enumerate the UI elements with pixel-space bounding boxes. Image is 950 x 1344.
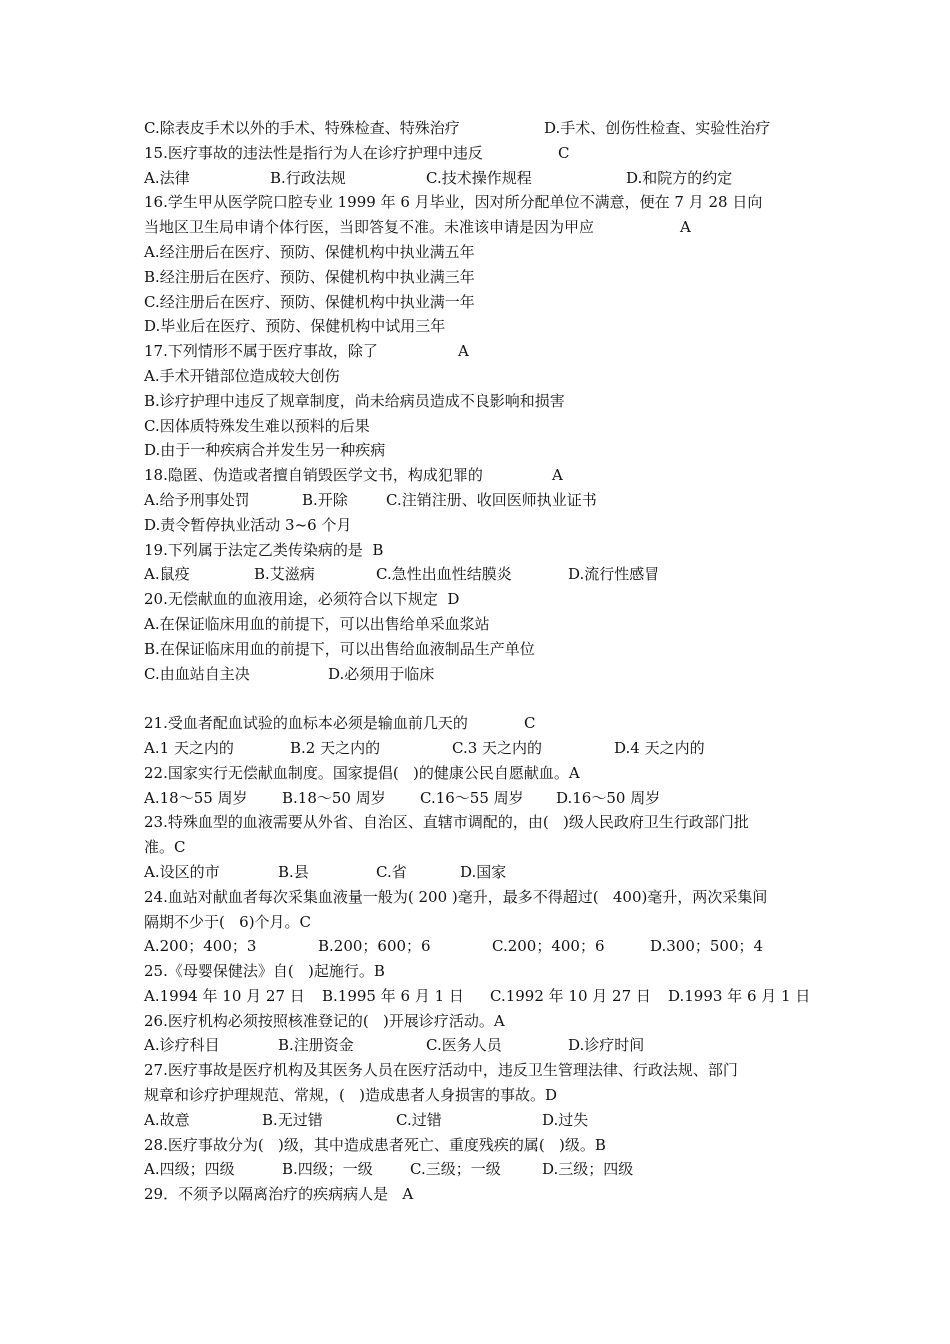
text-segment: D.300；500；4 — [650, 937, 764, 956]
text-segment: C.因体质特殊发生难以预料的后果 — [144, 416, 370, 435]
text-line — [144, 587, 814, 612]
text-line — [144, 786, 814, 811]
text-segment: B.注册资金 — [278, 1036, 354, 1055]
text-segment: 19.下列属于法定乙类传染病的是 B — [144, 540, 384, 559]
text-line — [144, 116, 814, 141]
text-line — [144, 662, 814, 687]
text-segment: A.1994 年 10 月 27 日 — [144, 986, 305, 1005]
text-segment: D.1993 年 6 月 1 日 — [668, 986, 811, 1005]
text-segment: C.1992 年 10 月 27 日 — [490, 986, 651, 1005]
text-line — [144, 513, 814, 538]
text-line — [144, 612, 814, 637]
text-segment: A — [552, 466, 563, 485]
text-segment: C.3 天之内的 — [452, 738, 543, 757]
text-segment: C.医务人员 — [426, 1036, 502, 1055]
text-segment: C.三级；一级 — [410, 1160, 501, 1179]
text-line — [144, 835, 814, 860]
text-line — [144, 141, 814, 166]
text-segment: B.诊疗护理中违反了规章制度，尚未给病员造成不良影响和损害 — [144, 391, 565, 410]
text-segment: 27.医疗事故是医疗机构及其医务人员在医疗活动中，违反卫生管理法律、行政法规、部门 — [144, 1061, 738, 1080]
text-segment: C.经注册后在医疗、预防、保健机构中执业满一年 — [144, 292, 475, 311]
text-segment: B.县 — [278, 862, 309, 881]
text-line — [144, 1182, 814, 1207]
text-segment: A.法律 — [144, 168, 190, 187]
text-line — [144, 1108, 814, 1133]
text-segment: 26.医疗机构必须按照核准登记的( )开展诊疗活动。A — [144, 1011, 505, 1030]
text-segment: A.鼠疫 — [144, 565, 190, 584]
text-segment: 23.特殊血型的血液需要从外省、自治区、直辖市调配的，由( )级人民政府卫生行政部门批 — [144, 813, 749, 832]
text-segment: C — [558, 143, 570, 162]
text-segment: D.16～50 周岁 — [556, 788, 661, 807]
text-segment: 准。C — [144, 838, 186, 857]
text-segment: 25.《母婴保健法》自( )起施行。B — [144, 962, 385, 981]
text-segment: B.2 天之内的 — [290, 738, 381, 757]
text-line — [144, 1157, 814, 1182]
text-line — [144, 438, 814, 463]
text-segment: A.200；400；3 — [144, 937, 257, 956]
text-line — [144, 290, 814, 315]
question-text-body — [144, 116, 814, 1207]
text-line — [144, 538, 814, 563]
text-segment: 28.医疗事故分为( )级，其中造成患者死亡、重度残疾的属( )级。B — [144, 1135, 606, 1154]
text-segment: 15.医疗事故的违法性是指行为人在诊疗护理中违反 — [144, 143, 483, 162]
text-segment: D.流行性感冒 — [568, 565, 660, 584]
text-line — [144, 215, 814, 240]
text-segment: D.国家 — [460, 862, 507, 881]
text-line — [144, 240, 814, 265]
text-segment: C.急性出血性结膜炎 — [376, 565, 512, 584]
text-line — [144, 1033, 814, 1058]
text-line — [144, 389, 814, 414]
text-segment: D.三级；四级 — [542, 1160, 634, 1179]
text-line — [144, 314, 814, 339]
text-segment: A.故意 — [144, 1110, 190, 1129]
text-segment: B.开除 — [302, 490, 348, 509]
text-line — [144, 860, 814, 885]
text-line — [144, 910, 814, 935]
text-segment: 22.国家实行无偿献血制度。国家提倡( )的健康公民自愿献血。A — [144, 763, 580, 782]
text-segment: D.诊疗时间 — [568, 1036, 645, 1055]
text-segment: A.1 天之内的 — [144, 738, 234, 757]
text-line — [144, 166, 814, 191]
text-segment: C.省 — [376, 862, 407, 881]
text-segment: C.由血站自主决 — [144, 664, 250, 683]
blank-line — [144, 686, 814, 711]
text-line — [144, 463, 814, 488]
text-line — [144, 934, 814, 959]
text-segment: 24.血站对献血者每次采集血液量一般为( 200 )毫升，最多不得超过( 400)毫升，两次采集间 — [144, 887, 768, 906]
text-line — [144, 1133, 814, 1158]
text-segment: D.责令暂停执业活动 3~6 个月 — [144, 515, 352, 534]
text-segment: D.必须用于临床 — [328, 664, 435, 683]
text-line — [144, 885, 814, 910]
text-segment: A — [680, 218, 691, 237]
text-segment: A.设区的市 — [144, 862, 220, 881]
text-segment: C.注销注册、收回医师执业证书 — [386, 490, 597, 509]
text-line — [144, 414, 814, 439]
text-segment: C.16～55 周岁 — [420, 788, 524, 807]
text-segment: 20.无偿献血的血液用途，必须符合以下规定 D — [144, 590, 460, 609]
text-segment: C.200；400；6 — [492, 937, 605, 956]
text-segment: C.除表皮手术以外的手术、特殊检查、特殊治疗 — [144, 119, 460, 137]
text-segment: B.200；600；6 — [318, 937, 431, 956]
text-line — [144, 265, 814, 290]
text-segment: 16.学生甲从医学院口腔专业 1999 年 6 月毕业，因对所分配单位不满意，便在 7 月 28 日向 — [144, 193, 763, 212]
text-segment: 隔期不少于( 6)个月。C — [144, 912, 312, 931]
text-line — [144, 190, 814, 215]
text-segment: B.1995 年 6 月 1 日 — [322, 986, 464, 1005]
text-line — [144, 711, 814, 736]
text-segment: B.经注册后在医疗、预防、保健机构中执业满三年 — [144, 267, 475, 286]
text-line — [144, 984, 814, 1009]
text-segment: B.在保证临床用血的前提下，可以出售给血液制品生产单位 — [144, 639, 535, 658]
text-segment: D.手术、创伤性检查、实验性治疗 — [544, 119, 771, 137]
text-segment: 29．不须予以隔离治疗的疾病病人是 A — [144, 1185, 414, 1204]
text-line — [144, 959, 814, 984]
text-segment: 18.隐匿、伪造或者擅自销毁医学文书，构成犯罪的 — [144, 466, 483, 485]
text-segment: 当地区卫生局申请个体行医，当即答复不准。未准该申请是因为甲应 — [144, 218, 595, 237]
text-segment: B.18～50 周岁 — [282, 788, 386, 807]
text-segment: A.四级；四级 — [144, 1160, 235, 1179]
text-segment: A.手术开错部位造成较大创伤 — [144, 366, 340, 385]
text-line — [144, 562, 814, 587]
text-segment: C.技术操作规程 — [426, 168, 532, 187]
text-segment: A.诊疗科目 — [144, 1036, 220, 1055]
text-segment: D.毕业后在医疗、预防、保健机构中试用三年 — [144, 317, 446, 336]
text-line — [144, 488, 814, 513]
text-segment: 规章和诊疗护理规范、常规，( )造成患者人身损害的事故。D — [144, 1086, 558, 1105]
text-segment: B.无过错 — [262, 1110, 323, 1129]
text-segment: B.四级；一级 — [282, 1160, 373, 1179]
text-line — [144, 637, 814, 662]
text-segment: D.和院方的约定 — [626, 168, 733, 187]
text-segment: A.给予刑事处罚 — [144, 490, 250, 509]
text-line — [144, 1083, 814, 1108]
text-segment: D.由于一种疾病合并发生另一种疾病 — [144, 441, 386, 460]
text-segment: C.过错 — [396, 1110, 442, 1129]
text-line — [144, 810, 814, 835]
text-segment: 17.下列情形不属于医疗事故，除了 — [144, 342, 378, 361]
text-line — [144, 761, 814, 786]
text-line — [144, 1058, 814, 1083]
text-segment: 21.受血者配血试验的血标本必须是输血前几天的 — [144, 714, 468, 733]
text-line — [144, 736, 814, 761]
text-segment: A.在保证临床用血的前提下，可以出售给单采血浆站 — [144, 614, 490, 633]
text-segment: B.行政法规 — [270, 168, 346, 187]
text-segment: A.经注册后在医疗、预防、保健机构中执业满五年 — [144, 242, 475, 261]
text-line — [144, 364, 814, 389]
text-segment: D.过失 — [542, 1110, 589, 1129]
text-segment: A — [458, 342, 469, 361]
text-segment: D.4 天之内的 — [614, 738, 705, 757]
text-segment: C — [524, 714, 536, 733]
text-segment: B.艾滋病 — [254, 565, 315, 584]
text-line — [144, 339, 814, 364]
text-segment: A.18～55 周岁 — [144, 788, 248, 807]
text-line — [144, 1009, 814, 1034]
